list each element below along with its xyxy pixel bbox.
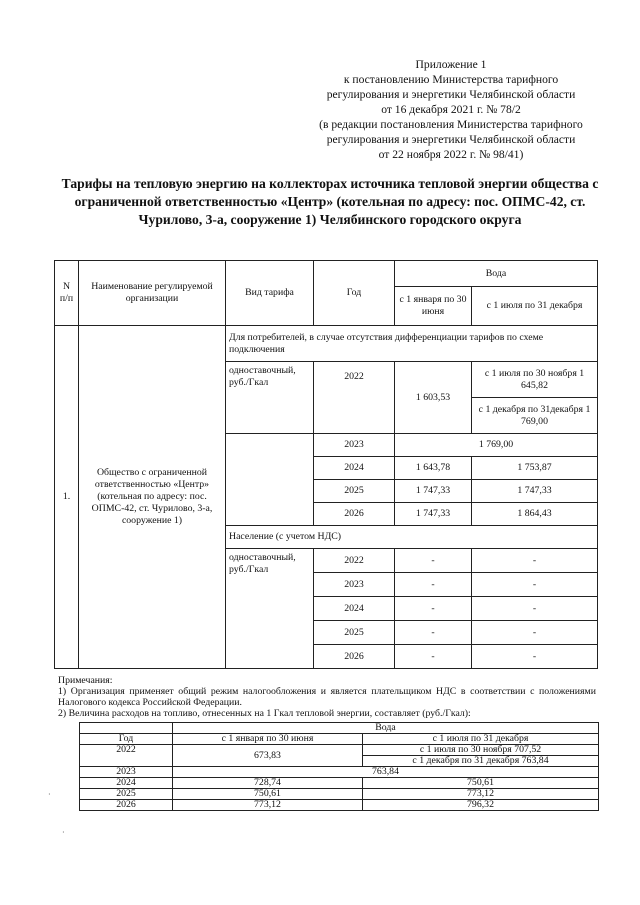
- year-cell: 2025: [314, 621, 395, 645]
- table-row: [80, 734, 599, 745]
- value-cell: 1 864,43: [472, 503, 598, 526]
- note-1: 1) Организация применяет общий режим налогообложения и является плательщиком НДС в соответствии с положениями Налогового кодекса Российской Федерации.: [58, 686, 596, 708]
- value-cell: 763,84: [173, 767, 599, 778]
- header-period2: с 1 июля по 31 декабря: [472, 287, 598, 326]
- table-row: [80, 767, 599, 778]
- header-period1: с 1 января по 30 июня: [173, 734, 363, 745]
- value-cell: 673,83: [173, 745, 363, 767]
- value-cell: -: [472, 621, 598, 645]
- appendix-line: Приложение 1: [415, 58, 487, 71]
- year-cell: 2026: [80, 800, 173, 811]
- tariff-type: одноставочный, руб./Гкал: [226, 362, 314, 434]
- value-cell: с 1 декабря по 31 декабря 763,84: [363, 756, 599, 767]
- appendix-header: [290, 57, 612, 162]
- table-row: [80, 800, 599, 811]
- year-cell: 2024: [314, 457, 395, 480]
- year-cell: 2024: [80, 778, 173, 789]
- year-cell: 2026: [314, 645, 395, 669]
- value-cell: 1 747,33: [395, 480, 472, 503]
- tariff-type-empty: [226, 434, 314, 526]
- notes-heading: Примечания:: [58, 675, 113, 686]
- appendix-line: (в редакции постановления Министерства тарифного: [319, 118, 583, 131]
- value-cell: 773,12: [173, 800, 363, 811]
- year-cell: 2022: [314, 362, 395, 434]
- value-cell: 1 747,33: [395, 503, 472, 526]
- year-cell: 2025: [314, 480, 395, 503]
- value-cell: 1 769,00: [395, 434, 598, 457]
- year-cell: 2026: [314, 503, 395, 526]
- value-cell: -: [395, 597, 472, 621]
- value-cell: -: [395, 645, 472, 669]
- table-row: [80, 778, 599, 789]
- year-cell: 2023: [80, 767, 173, 778]
- header-empty: [80, 723, 173, 734]
- header-org: Наименование регулируемой организации: [79, 261, 226, 326]
- header-year: Год: [314, 261, 395, 326]
- notes: [58, 675, 596, 719]
- year-cell: 2022: [80, 745, 173, 767]
- value-cell: -: [395, 549, 472, 573]
- value-cell: -: [395, 573, 472, 597]
- table-row: [55, 261, 598, 287]
- table-row: [55, 326, 598, 362]
- appendix-line: регулирования и энергетики Челябинской области: [326, 88, 576, 101]
- value-cell: 1 753,87: [472, 457, 598, 480]
- note-2: 2) Величина расходов на топливо, отнесенных на 1 Гкал тепловой энергии, составляет (руб./Гкал):: [58, 708, 471, 719]
- year-cell: 2024: [314, 597, 395, 621]
- appendix-line: регулирования и энергетики Челябинской области: [326, 133, 576, 146]
- section-population: Население (с учетом НДС): [226, 526, 598, 549]
- value-cell: 750,61: [173, 789, 363, 800]
- year-cell: 2022: [314, 549, 395, 573]
- scan-mark: ·: [62, 828, 65, 837]
- appendix-line: от 22 ноября 2022 г. № 98/41): [378, 148, 524, 161]
- value-cell: -: [472, 549, 598, 573]
- value-cell: 773,12: [363, 789, 599, 800]
- value-cell: с 1 декабря по 31декабря 1 769,00: [472, 398, 598, 434]
- value-cell: 796,32: [363, 800, 599, 811]
- table-row: [80, 745, 599, 756]
- header-type: Вид тарифа: [226, 261, 314, 326]
- year-cell: 2025: [80, 789, 173, 800]
- row-number: 1.: [55, 326, 79, 669]
- header-num: N п/п: [55, 261, 79, 326]
- section-consumers: Для потребителей, в случае отсутствия дифференциации тарифов по схеме подключения: [226, 326, 598, 362]
- table-row: [80, 789, 599, 800]
- scan-mark: ·: [48, 790, 51, 799]
- appendix-line: к постановлению Министерства тарифного: [343, 73, 559, 86]
- value-cell: 1 643,78: [395, 457, 472, 480]
- value-cell: -: [472, 597, 598, 621]
- value-cell: 1 603,53: [395, 362, 472, 434]
- header-water: Вода: [395, 261, 598, 287]
- value-cell: 750,61: [363, 778, 599, 789]
- value-cell: -: [472, 573, 598, 597]
- value-cell: с 1 июля по 30 ноября 1 645,82: [472, 362, 598, 398]
- header-period1: с 1 января по 30 июня: [395, 287, 472, 326]
- value-cell: 1 747,33: [472, 480, 598, 503]
- document-title: Тарифы на тепловую энергию на коллекторах источника тепловой энергии общества с ограниченной ответственностью «Центр» (котельная по адресу: пос. ОПМС-42, ст. Чурилово, 3-а, сооружение 1) Челябинского городского округа: [61, 176, 599, 227]
- value-cell: с 1 июля по 30 ноября 707,52: [363, 745, 599, 756]
- org-name: Общество с ограниченной ответственностью «Центр» (котельная по адресу: пос. ОПМС-42, ст. Чурилово, 3-а, сооружение 1): [79, 326, 226, 669]
- value-cell: -: [472, 645, 598, 669]
- table-row: [80, 723, 599, 734]
- year-cell: 2023: [314, 573, 395, 597]
- tariff-type: одноставочный, руб./Гкал: [226, 549, 314, 669]
- value-cell: -: [395, 621, 472, 645]
- header-period2: с 1 июля по 31 декабря: [363, 734, 599, 745]
- tariff-table: [54, 260, 598, 669]
- header-water: Вода: [173, 723, 599, 734]
- value-cell: 728,74: [173, 778, 363, 789]
- appendix-line: от 16 декабря 2021 г. № 78/2: [381, 103, 521, 116]
- fuel-cost-table: [79, 722, 599, 811]
- year-cell: 2023: [314, 434, 395, 457]
- header-year: Год: [80, 734, 173, 745]
